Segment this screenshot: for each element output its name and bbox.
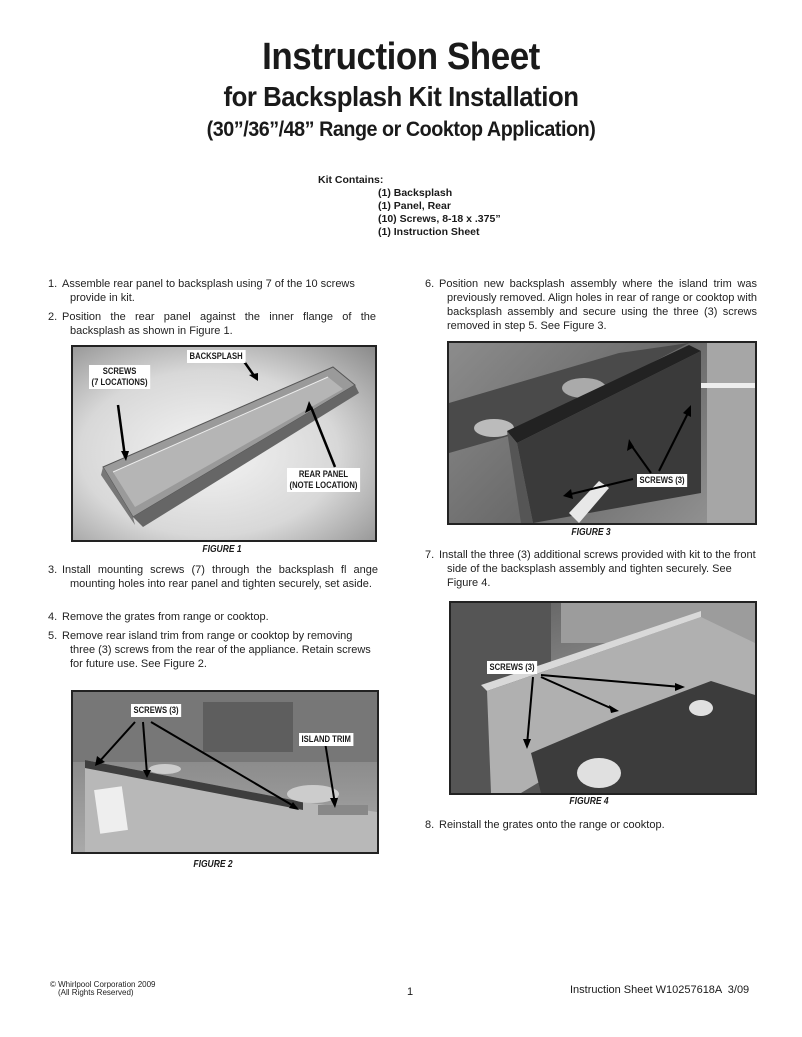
label-screws-3: SCREWS (3) — [131, 704, 181, 717]
figure-4-image — [449, 601, 757, 795]
document-title: Instruction Sheet — [262, 36, 540, 78]
figure-1-caption: FIGURE 1 — [202, 544, 242, 555]
step-number: 8. — [425, 819, 435, 831]
step-4 — [48, 610, 378, 624]
copyright: © Whirlpool Corporation 2009 — [50, 980, 156, 989]
figure-3-caption: FIGURE 3 — [571, 527, 611, 538]
kit-item: (1) Panel, Rear — [378, 200, 451, 212]
rights-reserved: (All Rights Reserved) — [58, 988, 134, 997]
step-number: 6. — [425, 278, 435, 290]
backsplash-mounted-photo — [449, 343, 755, 523]
step-8 — [425, 818, 759, 832]
step-6 — [425, 277, 757, 333]
step-number: 3. — [48, 564, 58, 576]
label-screws-3: SCREWS (3) — [487, 661, 537, 674]
step-text: Reinstall the grates onto the range or cooktop. — [439, 819, 665, 831]
range-rear-photo — [73, 692, 377, 852]
step-7 — [425, 548, 759, 590]
figure-1-image — [71, 345, 377, 542]
label-island-trim: ISLAND TRIM — [299, 733, 353, 746]
step-2 — [48, 310, 376, 338]
figure-3-image — [447, 341, 757, 525]
backsplash-front-photo — [451, 603, 755, 793]
label-backsplash: BACKSPLASH — [187, 350, 245, 363]
step-text: Remove the grates from range or cooktop. — [62, 611, 269, 623]
step-text: Remove rear island trim from range or cooktop by removing three (3) screws from the rear of the appliance. Retain screws for future use. See Figure 2. — [62, 630, 371, 670]
step-number: 4. — [48, 611, 58, 623]
step-5 — [48, 629, 380, 671]
step-number: 1. — [48, 278, 58, 290]
kit-item: (1) Instruction Sheet — [378, 226, 480, 238]
step-number: 7. — [425, 549, 435, 561]
figure-2-caption: FIGURE 2 — [193, 859, 233, 870]
page-number: 1 — [407, 986, 414, 998]
label-rear-panel: REAR PANEL (NOTE LOCATION) — [287, 468, 360, 492]
label-screws-3: SCREWS (3) — [637, 474, 687, 487]
document-id: Instruction Sheet W10257618A 3/09 — [570, 984, 750, 996]
step-text: Install the three (3) additional screws provided with kit to the front side of the backsplash assembly and tighten securely. See Figure 4. — [439, 549, 756, 589]
kit-heading: Kit Contains: — [318, 174, 384, 186]
kit-list — [378, 187, 501, 239]
step-text: Position the rear panel against the inner flange of the backsplash as shown in Figure 1. — [62, 311, 376, 337]
application-note: (30”/36”/48” Range or Cooktop Application) — [206, 118, 596, 141]
kit-item: (10) Screws, 8-18 x .375” — [378, 213, 501, 225]
step-text: Assemble rear panel to backsplash using 7 of the 10 screws provide in kit. — [62, 278, 355, 304]
step-text: Position new backsplash assembly where the island trim was previously removed. Align holes in rear of range or cooktop with backsplash assembly and secure using the three (3) screws removed in step 5. See Figure 3. — [439, 278, 757, 332]
figure-2-image — [71, 690, 379, 854]
document-subtitle: for Backsplash Kit Installation — [223, 81, 579, 112]
label-screws-7: SCREWS (7 LOCATIONS) — [89, 365, 150, 389]
figure-4-caption: FIGURE 4 — [569, 796, 609, 807]
step-number: 5. — [48, 630, 58, 642]
step-1 — [48, 277, 378, 305]
step-3 — [48, 563, 378, 591]
step-number: 2. — [48, 311, 58, 323]
step-text: Install mounting screws (7) through the backsplash fl ange mounting holes into rear panel and tighten securely, set aside. — [62, 564, 378, 590]
kit-item: (1) Backsplash — [378, 187, 453, 199]
